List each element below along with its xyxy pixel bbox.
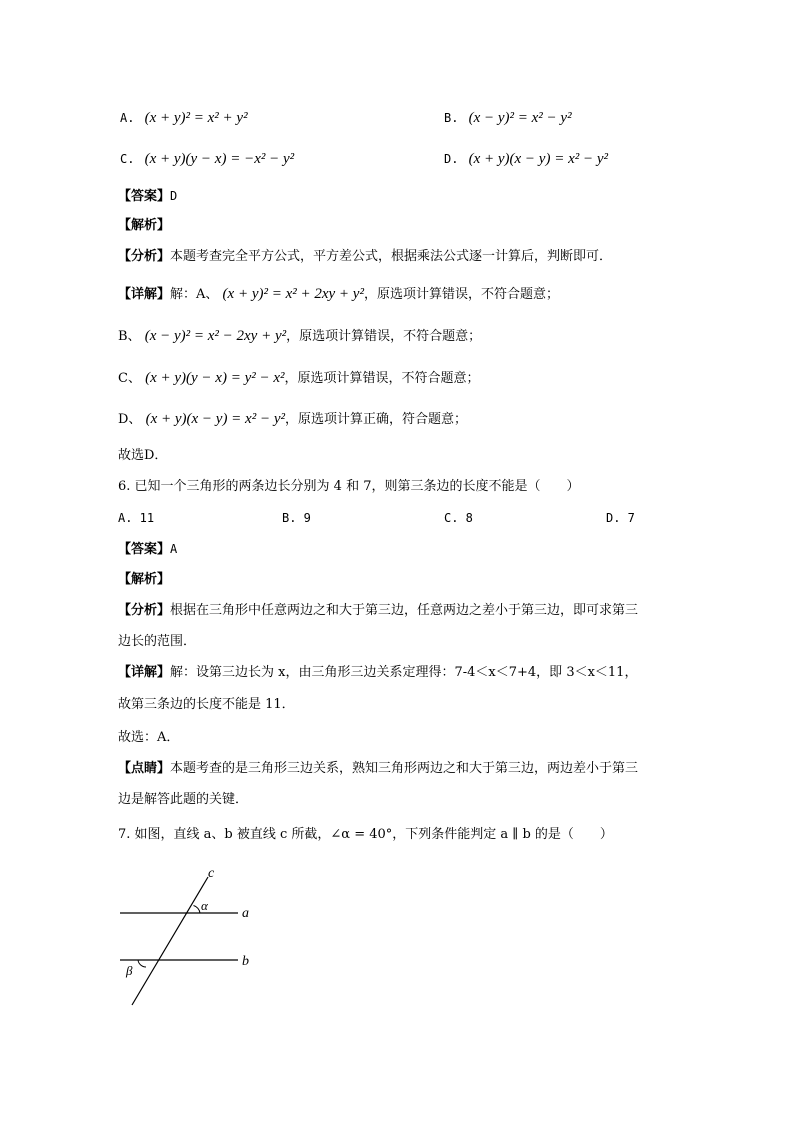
q6-jiexi-heading: 【解析】 <box>118 572 171 587</box>
answer-value: D <box>170 189 178 203</box>
detail-tag: 【详解】 <box>118 287 171 302</box>
detail-tag: 【详解】 <box>118 665 171 680</box>
detail-comment: ，原选项计算错误，不符合题意； <box>286 329 482 344</box>
option-expression: (x + y)² = x² + y² <box>144 110 248 126</box>
detail-prefix: C、 <box>118 371 141 386</box>
q6-detail-line1 <box>118 664 637 682</box>
option-label: C. <box>120 152 135 166</box>
detail-expression: (x + y)(x − y) = x² − y² <box>145 411 285 427</box>
q5-analysis <box>118 248 612 266</box>
q6-answer <box>118 540 177 559</box>
comment-text: 本题考查的是三角形三边关系，熟知三角形两边之和大于第三边，两边差小于第三 <box>170 761 639 776</box>
q5-option-d <box>444 150 608 169</box>
detail-comment: ，原选项计算错误，不符合题意； <box>363 287 559 302</box>
detail-prefix: B、 <box>118 329 141 344</box>
detail-prefix: D、 <box>118 412 142 427</box>
q6-choice: 故选：A． <box>118 730 180 745</box>
q5-detail-a <box>118 285 559 304</box>
q5-option-b <box>444 109 572 128</box>
q6-option-c: C. 8 <box>444 511 473 525</box>
q6-option-b: B. 9 <box>282 511 311 525</box>
q6-analysis-line2: 边长的范围． <box>118 634 197 649</box>
detail-comment: ，原选项计算错误，不符合题意； <box>284 371 480 386</box>
q6-comment-line2: 边是解答此题的关键． <box>118 792 249 807</box>
analysis-tag: 【分析】 <box>118 603 171 618</box>
q5-detail-d <box>118 410 467 429</box>
detail-expression: (x − y)² = x² − 2xy + y² <box>144 328 287 344</box>
option-label: D. <box>444 152 459 166</box>
q5-detail-c <box>118 369 480 388</box>
q6-analysis-line1 <box>118 602 638 620</box>
q6-detail-line2: 故第三条边的长度不能是 11． <box>118 697 295 712</box>
option-expression: (x + y)(y − x) = −x² − y² <box>144 151 295 167</box>
detail-comment: ，原选项计算正确，符合题意； <box>285 412 468 427</box>
label-beta: β <box>126 963 133 978</box>
q6-comment-line1 <box>118 760 638 778</box>
analysis-text: 本题考查完全平方公式，平方差公式，根据乘法公式逐一计算后，判断即可． <box>170 249 613 264</box>
comment-tag: 【点睛】 <box>118 761 171 776</box>
q5-jiexi-heading: 【解析】 <box>118 218 171 233</box>
detail-prefix: 解：A、 <box>170 287 219 302</box>
q5-option-c <box>120 150 294 169</box>
option-label: A. <box>120 111 135 125</box>
answer-value: A <box>170 542 178 556</box>
angle-beta-arc <box>138 960 146 967</box>
detail-text: 解：设第三边长为 x，由三角形三边关系定理得：7-4＜x＜7+4，即 3＜x＜11， <box>170 665 638 680</box>
analysis-tag: 【分析】 <box>118 249 171 264</box>
label-b: b <box>242 954 249 969</box>
detail-expression: (x + y)(y − x) = y² − x² <box>145 370 285 386</box>
answer-tag: 【答案】 <box>118 189 171 204</box>
q6-option-d: D. 7 <box>606 511 635 525</box>
line-c <box>132 877 208 1005</box>
option-expression: (x + y)(x − y) = x² − y² <box>468 151 609 167</box>
q7-stem: 7. 如图，直线 a、b 被直线 c 所截，∠α = 40°，下列条件能判定 a ∥ b 的是（ ） <box>118 827 613 842</box>
q7-figure <box>110 865 290 1015</box>
q6-stem: 6. 已知一个三角形的两条边长分别为 4 和 7，则第三条边的长度不能是（ ） <box>118 479 580 494</box>
answer-tag: 【答案】 <box>118 542 171 557</box>
q5-detail-b <box>118 327 481 346</box>
angle-alpha-arc <box>194 906 201 914</box>
q6-option-a: A. 11 <box>118 511 155 525</box>
q5-choice: 故选D． <box>118 448 168 463</box>
label-alpha: α <box>201 898 208 913</box>
analysis-text: 根据在三角形中任意两边之和大于第三边，任意两边之差小于第三边，即可求第三 <box>170 603 639 618</box>
option-expression: (x − y)² = x² − y² <box>468 110 572 126</box>
detail-expression: (x + y)² = x² + 2xy + y² <box>222 286 364 302</box>
label-a: a <box>242 906 249 921</box>
q5-option-a <box>120 109 248 128</box>
label-c: c <box>208 866 215 881</box>
q5-answer <box>118 187 177 206</box>
option-label: B. <box>444 111 459 125</box>
